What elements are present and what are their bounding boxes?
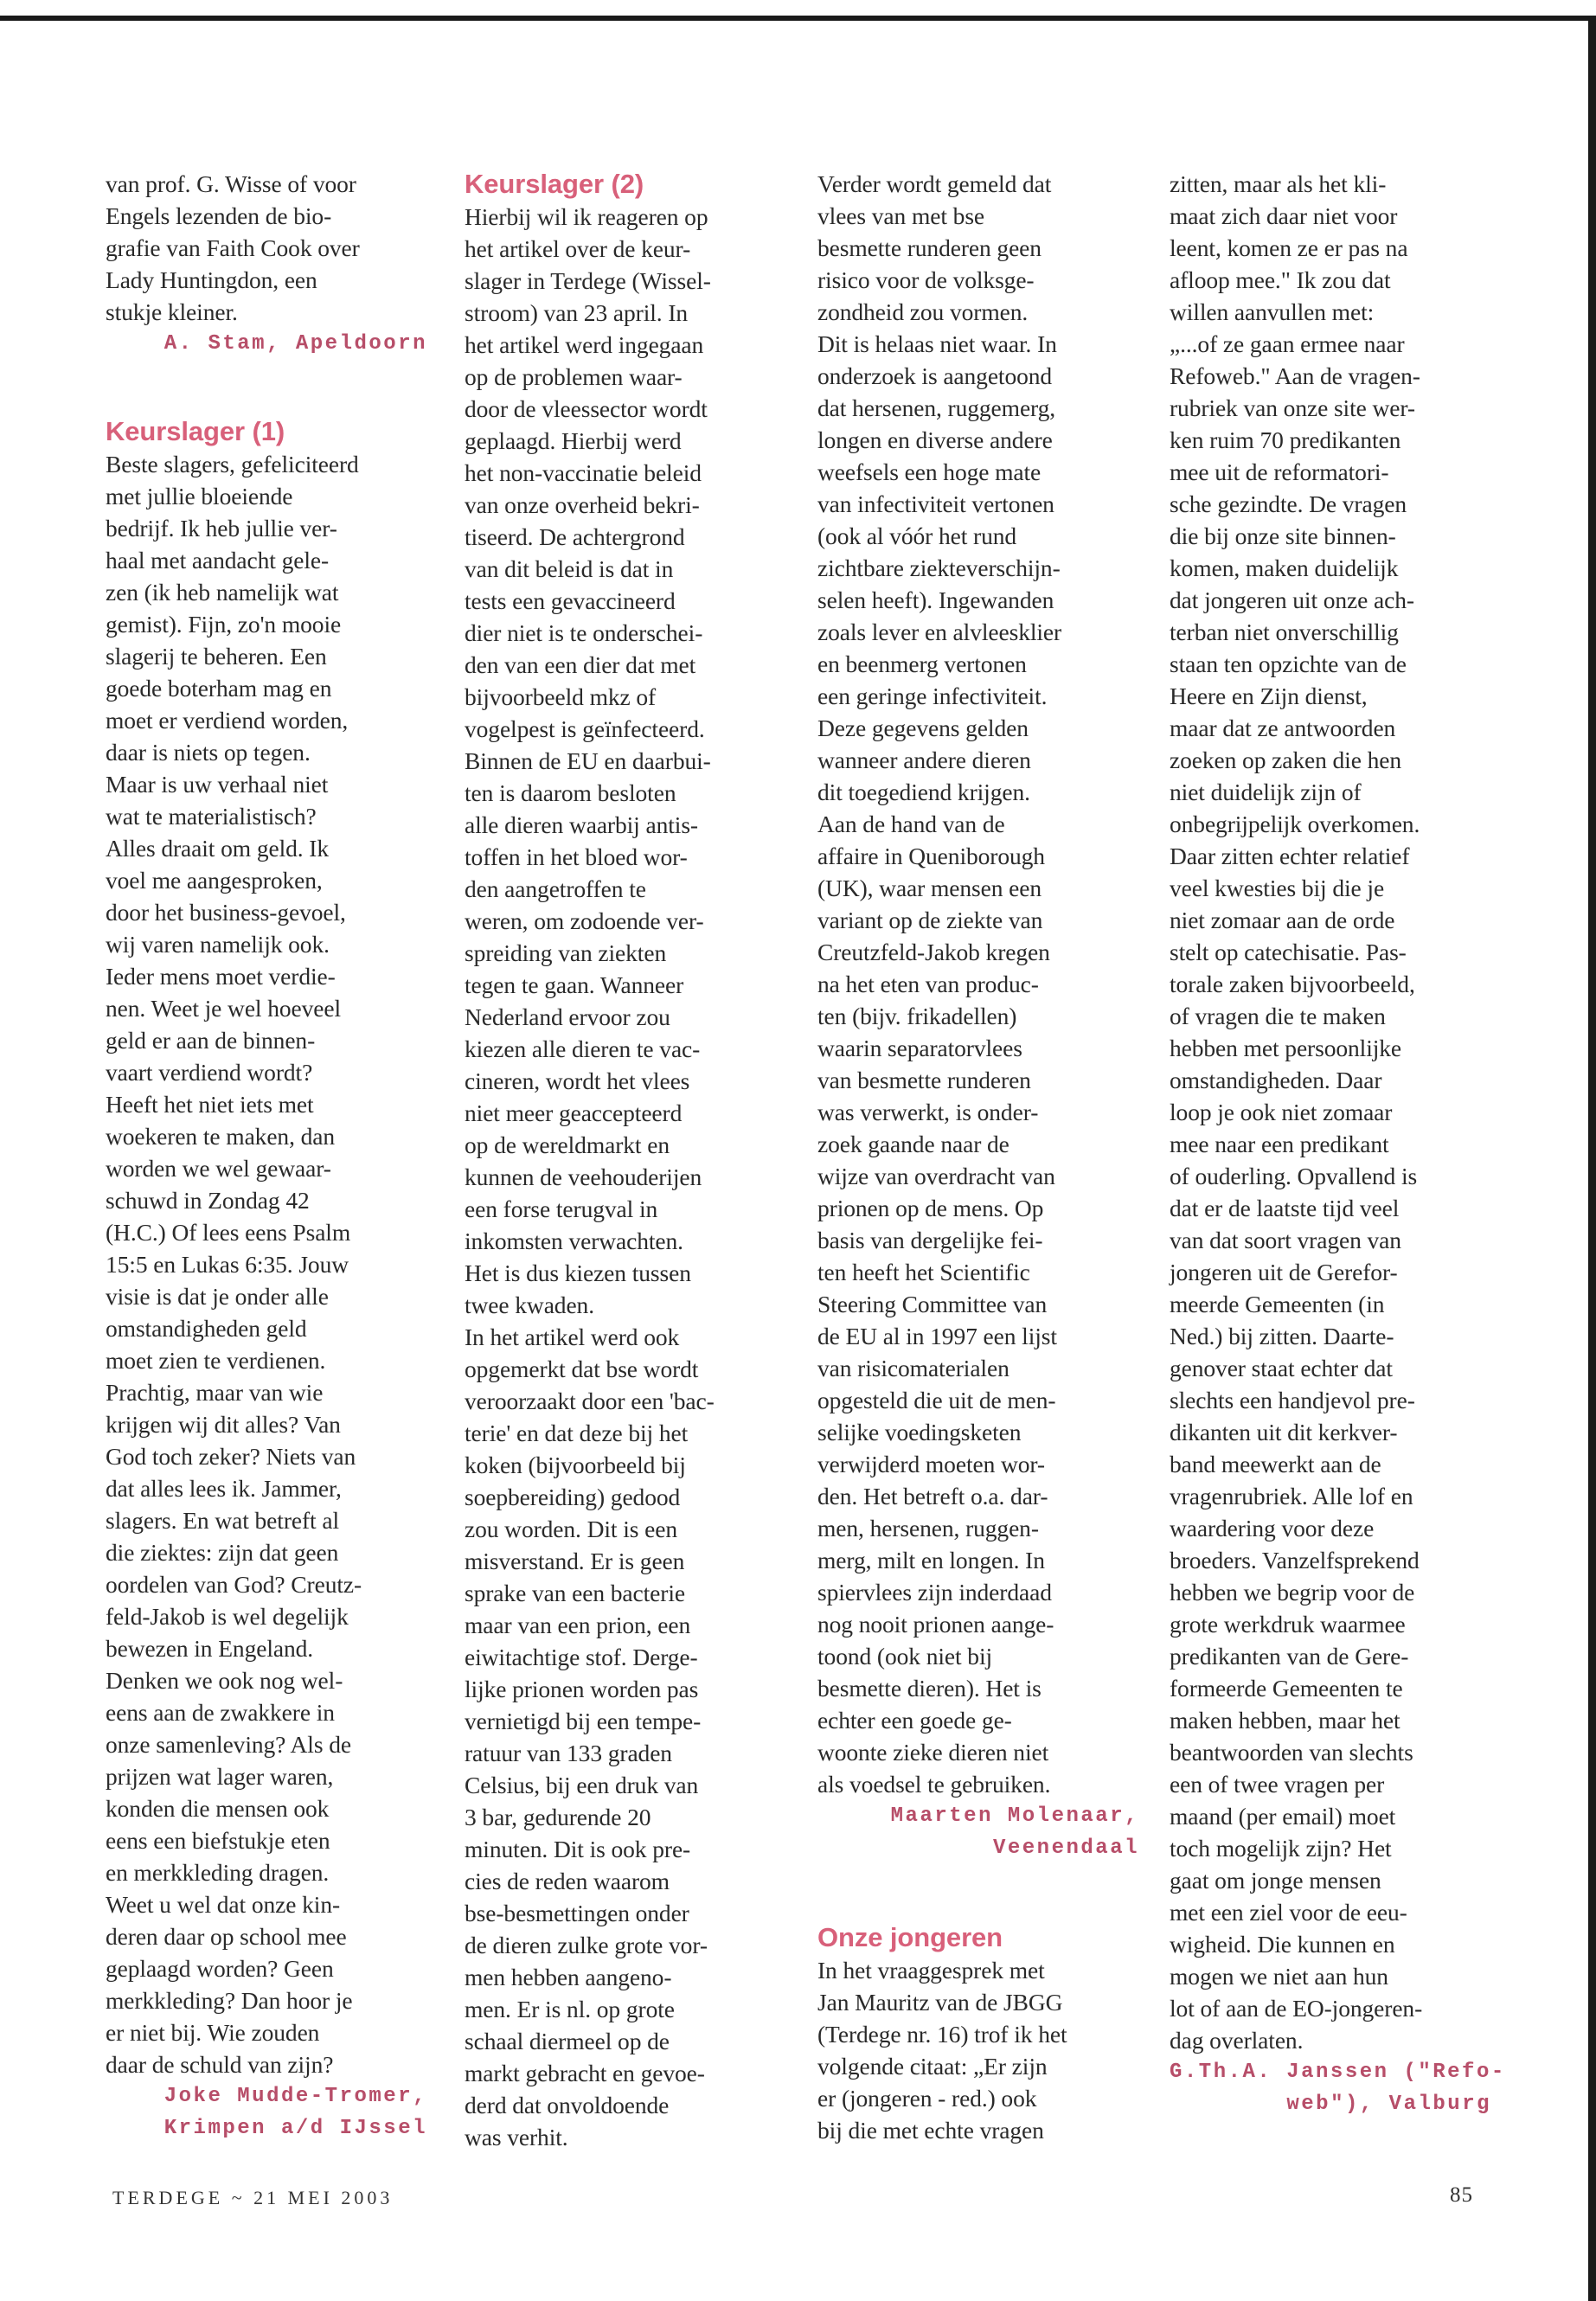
text-line: feld-Jakob is wel degelijk	[106, 1603, 349, 1630]
text-line: grote werkdruk waarmee	[1170, 1611, 1406, 1638]
text-line: haal met aandacht gele-	[106, 547, 330, 574]
text-line: dat alles lees ik. Jammer,	[106, 1475, 342, 1502]
text-line: als voedsel te gebruiken.	[817, 1771, 1051, 1798]
text-line: van onze overheid bekri-	[465, 491, 700, 518]
text-line: den van een dier dat met	[465, 651, 696, 678]
text-line: prionen op de mens. Op	[817, 1195, 1044, 1221]
text-line: vlees van met bse	[817, 202, 985, 229]
text-line: maken hebben, maar het	[1170, 1707, 1401, 1734]
text-line: derd dat onvoldoende	[465, 2092, 670, 2118]
text-line: wanneer andere dieren	[817, 747, 1031, 773]
text-line: zoeken op zaken die hen	[1170, 747, 1401, 773]
text-line: dat jongeren uit onze ach-	[1170, 586, 1414, 613]
text-line: dit toegediend krijgen.	[817, 779, 1030, 805]
text-line: loop je ook niet zomaar	[1170, 1099, 1393, 1125]
text-line: misverstand. Er is geen	[465, 1548, 685, 1574]
text-line: verwijderd moeten wor-	[817, 1451, 1045, 1477]
text-line: zichtbare ziekteverschijn-	[817, 554, 1061, 581]
text-line: In het vraaggesprek met	[817, 1957, 1045, 1984]
text-line: sprake van een bacterie	[465, 1580, 685, 1606]
text-line: wat te materialistisch?	[106, 803, 317, 830]
text-line: bedrijf. Ik heb jullie ver-	[106, 515, 337, 542]
text-line: Hierbij wil ik reageren op	[465, 203, 708, 230]
text-line: en merkkleding dragen.	[106, 1859, 330, 1886]
text-line: en beenmerg vertonen	[817, 651, 1027, 677]
text-line: onbegrijpelijk overkomen.	[1170, 811, 1420, 837]
text-line: bse-besmettingen onder	[465, 1900, 689, 1926]
page-number: 85	[1450, 2183, 1473, 2207]
text-line: willen aanvullen met:	[1170, 298, 1375, 325]
text-line: cineren, wordt het vlees	[465, 1067, 690, 1094]
column-3	[817, 168, 1139, 2146]
text-line: Ned.) bij zitten. Daarte-	[1170, 1323, 1394, 1349]
text-line: hebben met persoonlijke	[1170, 1035, 1402, 1061]
text-line: moet zien te verdienen.	[106, 1347, 326, 1374]
text-line: dat hersenen, ruggemerg,	[817, 394, 1056, 421]
text-line: maar van een prion, een	[465, 1612, 691, 1638]
text-line: Heeft het niet iets met	[106, 1091, 314, 1118]
text-line: woonte zieke dieren niet	[817, 1739, 1049, 1766]
text-line: echter een goede ge-	[817, 1707, 1012, 1734]
text-line: (Terdege nr. 16) trof ik het	[817, 2021, 1067, 2048]
text-line: met een ziel voor de eeu-	[1170, 1899, 1407, 1926]
signature-3b: web"), Valburg	[1286, 2093, 1491, 2116]
text-line: kiezen alle dieren te vac-	[465, 1035, 701, 1062]
text-line: meerde Gemeenten (in	[1170, 1291, 1385, 1317]
text-line: besmette dieren). Het is	[817, 1675, 1042, 1702]
text-line: men, hersenen, ruggen-	[817, 1515, 1039, 1541]
text-line: was verhit.	[465, 2124, 568, 2150]
text-line: tests een gevaccineerd	[465, 587, 676, 614]
text-line: stroom) van 23 april. In	[465, 299, 689, 326]
text-line: soepbereiding) gedood	[465, 1484, 681, 1510]
text-line: hebben we begrip voor de	[1170, 1579, 1415, 1606]
letter-body-2	[465, 201, 786, 2153]
text-line: vogelpest is geïnfecteerd.	[465, 715, 705, 742]
text-line: toond (ook niet bij	[817, 1643, 993, 1670]
signature-1a: Joke Mudde-Tromer,	[163, 2085, 427, 2108]
text-line: toffen in het bloed wor-	[465, 843, 688, 870]
text-line: Verder wordt gemeld dat	[817, 170, 1052, 197]
text-line: omstandigheden geld	[106, 1315, 307, 1342]
text-line: formeerde Gemeenten te	[1170, 1675, 1403, 1702]
text-line: kunnen de veehouderijen	[465, 1163, 702, 1190]
text-line: van dit beleid is dat in	[465, 555, 674, 582]
text-line: lijke prionen worden pas	[465, 1676, 699, 1702]
text-line: of ouderling. Opvallend is	[1170, 1163, 1418, 1189]
text-line: (ook al vóór het rund	[817, 522, 1017, 549]
text-line: nog nooit prionen aange-	[817, 1611, 1054, 1638]
text-line: torale zaken bijvoorbeeld,	[1170, 971, 1415, 997]
text-line: slager in Terdege (Wissel-	[465, 267, 711, 294]
text-line: afloop mee." Ik zou dat	[1170, 266, 1391, 293]
text-line: waarin separatorvlees	[817, 1035, 1022, 1061]
text-line: mee uit de reformatori-	[1170, 458, 1389, 485]
text-line: 3 bar, gedurende 20	[465, 1804, 651, 1830]
letter-body-3	[817, 1954, 1139, 2146]
text-line: nen. Weet je wel hoeveel	[106, 995, 342, 1022]
text-line: grafie van Faith Cook over	[106, 234, 360, 261]
text-line: schuwd in Zondag 42	[106, 1187, 310, 1214]
text-line: Daar zitten echter relatief	[1170, 843, 1410, 869]
text-line: mogen we niet aan hun	[1170, 1963, 1388, 1990]
column-4	[1170, 168, 1506, 2120]
text-line: voel me aangesproken,	[106, 867, 323, 894]
heading-keurslager-1: Keurslager (1)	[106, 416, 285, 446]
text-line: terie' en dat deze bij het	[465, 1420, 689, 1446]
text-line: slagers. En wat betreft al	[106, 1507, 339, 1534]
text-line: men hebben aangeno-	[465, 1964, 672, 1990]
text-line: veel kwesties bij die je	[1170, 875, 1385, 901]
text-line: zitten, maar als het kli-	[1170, 170, 1387, 197]
text-line: genover staat echter dat	[1170, 1355, 1393, 1381]
text-line: een geringe infectiviteit.	[817, 683, 1048, 709]
text-line: weren, om zodoende ver-	[465, 907, 704, 934]
text-line: sche gezindte. De vragen	[1170, 490, 1407, 517]
text-line: cies de reden waarom	[465, 1868, 670, 1894]
text-line: jongeren uit de Gerefor-	[1170, 1259, 1398, 1285]
text-line: opgesteld die uit de men-	[817, 1387, 1056, 1413]
text-line: maar dat ze antwoorden	[1170, 715, 1396, 741]
text-line: Prachtig, maar van wie	[106, 1379, 324, 1406]
text-line: stelt op catechisatie. Pas-	[1170, 939, 1407, 965]
text-line: broeders. Vanzelfsprekend	[1170, 1547, 1420, 1574]
text-line: band meewerkt aan de	[1170, 1451, 1381, 1477]
text-line: gemist). Fijn, zo'n mooie	[106, 611, 342, 638]
text-line: Deze gegevens gelden	[817, 715, 1029, 741]
heading-onze-jongeren: Onze jongeren	[817, 1922, 1003, 1952]
text-line: stukje kleiner.	[106, 298, 238, 325]
text-line: gaat om jonge mensen	[1170, 1867, 1381, 1894]
text-line: leent, komen ze er pas na	[1170, 234, 1408, 261]
text-line: inkomsten verwachten.	[465, 1227, 683, 1254]
text-line: bijvoorbeeld mkz of	[465, 683, 657, 710]
text-line: of vragen die te maken	[1170, 1003, 1386, 1029]
text-line: worden we wel gewaar-	[106, 1155, 331, 1182]
text-line: mee naar een predikant	[1170, 1131, 1389, 1157]
text-line: oordelen van God? Creutz-	[106, 1571, 362, 1598]
text-line: „...of ze gaan ermee naar	[1170, 330, 1405, 357]
text-line: eiwitachtige stof. Derge-	[465, 1644, 698, 1670]
text-line: God toch zeker? Niets van	[106, 1443, 356, 1470]
text-line: komen, maken duidelijk	[1170, 554, 1399, 581]
text-line: door het business-gevoel,	[106, 899, 346, 926]
text-line: deren daar op school mee	[106, 1923, 347, 1950]
text-line: Creutzfeld-Jakob kregen	[817, 939, 1050, 965]
text-line: die ziektes: zijn dat geen	[106, 1539, 339, 1566]
text-line: tegen te gaan. Wanneer	[465, 971, 684, 998]
text-line: konden die mensen ook	[106, 1795, 330, 1822]
text-line: eens een biefstukje eten	[106, 1827, 330, 1854]
text-line: Lady Huntingdon, een	[106, 266, 317, 293]
text-line: zou worden. Dit is een	[465, 1516, 677, 1542]
text-line: spiervlees zijn inderdaad	[817, 1579, 1052, 1606]
text-line: rubriek van onze site wer-	[1170, 394, 1415, 421]
text-line: risico voor de volksge-	[817, 266, 1035, 293]
text-line: Beste slagers, gefeliciteerd	[106, 451, 359, 478]
text-line: geplaagd worden? Geen	[106, 1955, 334, 1982]
text-line: eens aan de zwakkere in	[106, 1699, 335, 1726]
text-line: van besmette runderen	[817, 1067, 1031, 1093]
text-line: onderzoek is aangetoond	[817, 362, 1053, 389]
text-line: spreiding van ziekten	[465, 939, 667, 966]
text-line: krijgen wij dit alles? Van	[106, 1411, 341, 1438]
text-line: Maar is uw verhaal niet	[106, 771, 329, 798]
text-line: vernietigd bij een tempe-	[465, 1708, 702, 1734]
text-line: Jan Mauritz van de JBGG	[817, 1989, 1063, 2016]
text-line: beantwoorden van slechts	[1170, 1739, 1413, 1766]
text-line: daar de schuld van zijn?	[106, 2051, 334, 2078]
letter-body-3-continued	[1170, 168, 1491, 2056]
text-line: Denken we ook nog wel-	[106, 1667, 343, 1694]
spacer	[817, 1864, 1139, 1921]
text-line: geplaagd. Hierbij werd	[465, 427, 682, 454]
text-line: Heere en Zijn dienst,	[1170, 683, 1368, 709]
letter-body-2-continued	[817, 168, 1139, 1800]
text-line: daar is niets op tegen.	[106, 739, 311, 766]
text-line: op de wereldmarkt en	[465, 1131, 670, 1158]
text-line: die bij onze site binnen-	[1170, 522, 1396, 549]
text-line: besmette runderen geen	[817, 234, 1042, 261]
text-line: wij varen namelijk ook.	[106, 931, 330, 958]
text-line: lot of aan de EO-jongeren-	[1170, 1995, 1423, 2022]
text-line: (H.C.) Of lees eens Psalm	[106, 1219, 351, 1246]
footer-issue: TERDEGE ~ 21 MEI 2003	[112, 2187, 394, 2208]
text-line: slagerij te beheren. Een	[106, 643, 327, 670]
text-line: bewezen in Engeland.	[106, 1635, 314, 1662]
text-line: geld er aan de binnen-	[106, 1027, 316, 1054]
magazine-page	[0, 21, 1586, 2301]
text-line: basis van dergelijke fei-	[817, 1227, 1043, 1253]
text-line: merg, milt en longen. In	[817, 1547, 1045, 1574]
text-line: ratuur van 133 graden	[465, 1740, 672, 1766]
text-line: ten (bijv. frikadellen)	[817, 1003, 1017, 1029]
text-line: weefsels een hoge mate	[817, 458, 1042, 485]
text-line: moet er verdiend worden,	[106, 707, 349, 734]
text-line: volgende citaat: „Er zijn	[817, 2053, 1048, 2080]
intro-signature: A. Stam, Apeldoorn	[163, 332, 427, 356]
right-edge	[1588, 16, 1596, 2301]
text-line: Engels lezenden de bio-	[106, 202, 332, 229]
text-line: tiseerd. De achtergrond	[465, 523, 685, 550]
text-line: koken (bijvoorbeeld bij	[465, 1452, 686, 1478]
text-line: Aan de hand van de	[817, 811, 1005, 837]
text-line: dag overlaten.	[1170, 2027, 1304, 2054]
text-line: het artikel werd ingegaan	[465, 331, 704, 358]
text-line: Binnen de EU en daarbui-	[465, 747, 711, 774]
text-line: ten heeft het Scientific	[817, 1259, 1030, 1285]
text-line: 15:5 en Lukas 6:35. Jouw	[106, 1251, 349, 1278]
text-line: den aangetroffen te	[465, 875, 646, 902]
text-line: zen (ik heb namelijk wat	[106, 579, 339, 606]
text-line: van infectiviteit vertonen	[817, 490, 1054, 517]
text-line: toch mogelijk zijn? Het	[1170, 1835, 1392, 1862]
text-line: de EU al in 1997 een lijst	[817, 1323, 1057, 1349]
text-line: er niet bij. Wie zouden	[106, 2019, 320, 2046]
text-line: dat er de laatste tijd veel	[1170, 1195, 1400, 1221]
text-line: Nederland ervoor zou	[465, 1003, 670, 1030]
text-line: op de problemen waar-	[465, 363, 683, 390]
text-line: bij die met echte vragen	[817, 2117, 1044, 2144]
text-line: van dat soort vragen van	[1170, 1227, 1401, 1253]
text-line: Steering Committee van	[817, 1291, 1048, 1317]
text-line: veroorzaakt door een 'bac-	[465, 1388, 715, 1414]
text-line: na het eten van produc-	[817, 971, 1039, 997]
text-line: met jullie bloeiende	[106, 483, 293, 510]
text-line: prijzen wat lager waren,	[106, 1763, 334, 1790]
text-line: schaal diermeel op de	[465, 2028, 670, 2054]
text-line: ken ruim 70 predikanten	[1170, 426, 1401, 453]
text-line: omstandigheden. Daar	[1170, 1067, 1382, 1093]
text-line: Refoweb." Aan de vragen-	[1170, 362, 1420, 389]
text-line: twee kwaden.	[465, 1292, 594, 1318]
text-line: selen heeft). Ingewanden	[817, 586, 1054, 613]
text-line: minuten. Dit is ook pre-	[465, 1836, 691, 1862]
column-1	[106, 168, 427, 2144]
text-line: dikanten uit dit kerkver-	[1170, 1419, 1398, 1445]
text-line: vragenrubriek. Alle lof en	[1170, 1483, 1413, 1509]
text-line: (UK), waar mensen een	[817, 875, 1042, 901]
text-line: zoek gaande naar de	[817, 1131, 1010, 1157]
text-line: het artikel over de keur-	[465, 235, 691, 262]
text-line: merkkleding? Dan hoor je	[106, 1987, 353, 2014]
letter-body-1	[106, 448, 427, 2080]
text-line: niet meer geaccepteerd	[465, 1099, 683, 1126]
text-line: dier niet is te onderschei-	[465, 619, 703, 646]
text-line: maat zich daar niet voor	[1170, 202, 1398, 229]
text-line: den. Het betreft o.a. dar-	[817, 1483, 1048, 1509]
text-line: alle dieren waarbij antis-	[465, 811, 698, 838]
text-line: door de vleessector wordt	[465, 395, 708, 422]
text-line: woekeren te maken, dan	[106, 1123, 336, 1150]
text-line: goede boterham mag en	[106, 675, 332, 702]
text-line: ten is daarom besloten	[465, 779, 676, 806]
text-line: wijze van overdracht van	[817, 1163, 1055, 1189]
text-line: Ieder mens moet verdie-	[106, 963, 336, 990]
text-line: In het artikel werd ook	[465, 1324, 680, 1350]
column-2	[465, 168, 786, 2153]
text-line: wigheid. Die kunnen en	[1170, 1931, 1395, 1958]
text-line: visie is dat je onder alle	[106, 1283, 329, 1310]
text-line: terban niet onverschillig	[1170, 619, 1399, 645]
text-line: het non-vaccinatie beleid	[465, 459, 702, 486]
signature-1b: Krimpen a/d IJssel	[163, 2117, 427, 2140]
spacer	[106, 360, 427, 415]
signature-3a: G.Th.A. Janssen ("Refo-	[1170, 2061, 1506, 2084]
text-line: longen en diverse andere	[817, 426, 1053, 453]
text-line: waardering voor deze	[1170, 1515, 1375, 1541]
text-line: niet zomaar aan de orde	[1170, 907, 1395, 933]
text-line: Alles draait om geld. Ik	[106, 835, 330, 862]
text-line: men. Er is nl. op grote	[465, 1996, 675, 2022]
text-line: zoals lever en alvleesklier	[817, 619, 1062, 645]
text-line: markt gebracht en gevoe-	[465, 2060, 705, 2086]
text-line: affaire in Queniborough	[817, 843, 1045, 869]
signature-2b: Veenendaal	[992, 1836, 1139, 1860]
text-line: een of twee vragen per	[1170, 1771, 1385, 1798]
text-line: opgemerkt dat bse wordt	[465, 1356, 699, 1382]
text-line: predikanten van de Gere-	[1170, 1643, 1409, 1670]
text-line: vaart verdiend wordt?	[106, 1059, 313, 1086]
text-line: staan ten opzichte van de	[1170, 651, 1407, 677]
text-line: Dit is helaas niet waar. In	[817, 330, 1057, 357]
text-line: selijke voedingsketen	[817, 1419, 1022, 1445]
text-line: niet duidelijk zijn of	[1170, 779, 1362, 805]
text-line: er (jongeren - red.) ook	[817, 2085, 1037, 2112]
text-line: slechts een handjevol pre-	[1170, 1387, 1415, 1413]
text-line: was verwerkt, is onder-	[817, 1099, 1039, 1125]
text-line: maand (per email) moet	[1170, 1803, 1396, 1830]
text-line: Het is dus kiezen tussen	[465, 1259, 691, 1286]
text-line: variant op de ziekte van	[817, 907, 1043, 933]
text-line: van risicomaterialen	[817, 1355, 1010, 1381]
text-line: een forse terugval in	[465, 1195, 658, 1222]
text-line: Celsius, bij een druk van	[465, 1772, 699, 1798]
heading-keurslager-2: Keurslager (2)	[465, 169, 644, 199]
signature-2a: Maarten Molenaar,	[890, 1804, 1139, 1828]
text-line: onze samenleving? Als de	[106, 1731, 351, 1758]
text-line: de dieren zulke grote vor-	[465, 1932, 708, 1958]
intro-lines	[106, 168, 427, 328]
text-line: zondheid zou vormen.	[817, 298, 1029, 325]
text-line: van prof. G. Wisse of voor	[106, 170, 356, 197]
text-line: Weet u wel dat onze kin-	[106, 1891, 341, 1918]
